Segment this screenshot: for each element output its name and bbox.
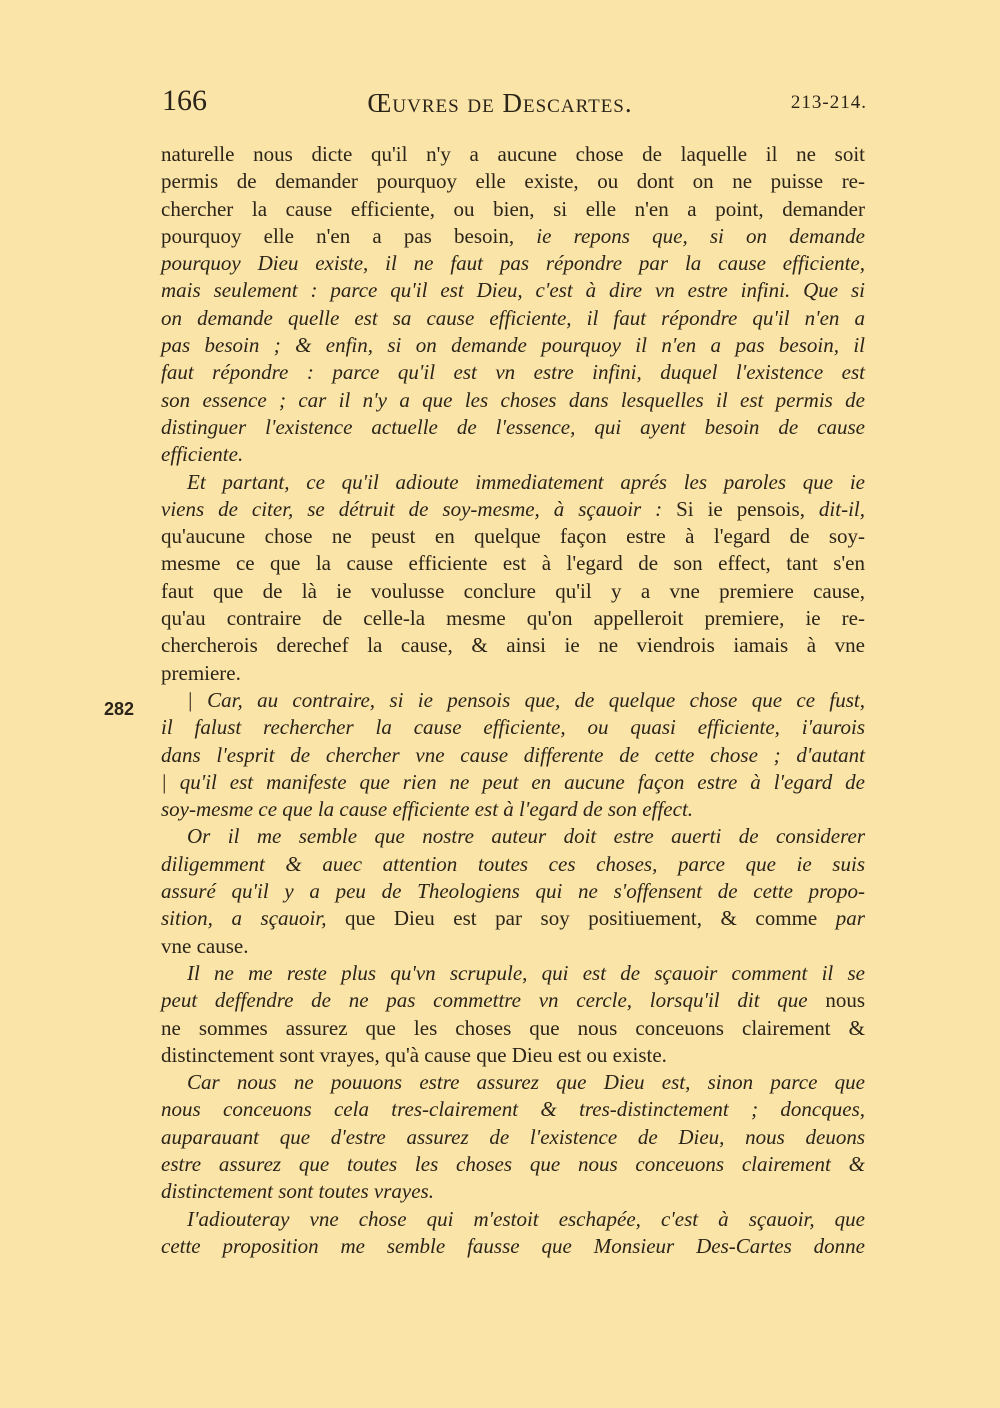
text-line <box>161 223 865 250</box>
margin-page-number: 282 <box>104 699 135 719</box>
text-line <box>161 523 865 550</box>
text-line <box>161 196 865 223</box>
text-line <box>161 250 865 277</box>
text-line <box>161 878 865 905</box>
text-line <box>161 550 865 577</box>
roman-text: qu'au contraire de celle-la mesme qu'on appelleroit premiere, ie re- <box>161 606 865 631</box>
italic-text: peut deffendre de ne pas commettre vn cercle, lorsqu'il dit que <box>161 988 826 1013</box>
text-line <box>161 769 865 796</box>
italic-text: I'adiouteray vne chose qui m'estoit eschapée, c'est à sçauoir, que <box>187 1206 865 1231</box>
text-line <box>161 168 865 195</box>
text-line <box>161 1042 865 1069</box>
text-line <box>161 960 865 987</box>
italic-text: dit-il, <box>818 496 866 521</box>
running-title: Œuvres de Descartes. <box>367 88 633 118</box>
text-line <box>161 141 865 168</box>
italic-text: par <box>835 906 865 931</box>
text-line <box>161 1151 865 1178</box>
text-line <box>161 469 865 496</box>
italic-text: soy-mesme ce que la cause efficiente est à l'egard de son effect. <box>161 797 694 822</box>
text-line <box>161 714 865 741</box>
roman-text: ne sommes assurez que les choses que nous conceuons clairement & <box>161 1015 865 1040</box>
italic-text: nous conceuons cela tres-clairement & tres-distinctement ; doncques, <box>161 1097 865 1122</box>
text-line <box>161 277 865 304</box>
roman-text: chercherois derechef la cause, & ainsi ie ne viendrois iamais à vne <box>161 633 865 658</box>
text-line <box>161 1096 865 1123</box>
text-line <box>161 905 865 932</box>
italic-text: diligemment & auec attention toutes ces choses, parce que ie suis <box>161 851 865 876</box>
italic-text: auparauant que d'estre assurez de l'existence de Dieu, nous deuons <box>161 1124 865 1149</box>
text-line <box>161 1206 865 1233</box>
italic-text: pourquoy Dieu existe, il ne faut pas répondre par la cause efficiente, <box>161 251 865 276</box>
text-line <box>161 605 865 632</box>
italic-text: viens de citer, se détruit de soy-mesme, à sçauoir : <box>161 496 677 521</box>
italic-text: pas besoin ; & enfin, si on demande pourquoy il n'en a pas besoin, il <box>161 333 865 358</box>
italic-text: son essence ; car il n'y a que les choses dans lesquelles il est permis de <box>161 387 865 412</box>
italic-text: | Car, au contraire, si ie pensois que, de quelque chose que ce fust, <box>187 687 865 712</box>
running-header <box>0 84 1000 124</box>
text-line <box>161 496 865 523</box>
text-line <box>161 1178 865 1205</box>
italic-text: cette proposition me semble fausse que Monsieur Des-Cartes donne <box>161 1233 865 1258</box>
text-line <box>161 414 865 441</box>
page-number: 166 <box>162 84 207 117</box>
page-reference: 213-214. <box>790 92 867 113</box>
text-line <box>161 1069 865 1096</box>
italic-text: assuré qu'il y a peu de Theologiens qui ne s'offensent de cette propo- <box>161 879 865 904</box>
roman-text: premiere. <box>161 660 241 685</box>
text-line <box>161 387 865 414</box>
italic-text: dans l'esprit de chercher vne cause differente de cette chose ; d'autant <box>161 742 865 767</box>
roman-text: distinctement sont vrayes, qu'à cause que Dieu est ou existe. <box>161 1042 667 1067</box>
italic-text: sition, a sçauoir, <box>161 906 346 931</box>
text-line <box>161 1015 865 1042</box>
italic-text: Il ne me reste plus qu'vn scrupule, qui est de sçauoir comment il se <box>187 960 865 985</box>
text-line <box>161 1124 865 1151</box>
italic-text: | qu'il est manifeste que rien ne peut en aucune façon estre à l'egard de <box>161 769 865 794</box>
text-line <box>161 660 865 687</box>
italic-text: faut répondre : parce qu'il est vn estre infini, duquel l'existence est <box>161 360 865 385</box>
italic-text: distinguer l'existence actuelle de l'essence, qui ayent besoin de cause <box>161 414 865 439</box>
text-line <box>161 441 865 468</box>
roman-text: vne cause. <box>161 933 249 958</box>
italic-text: Et partant, ce qu'il adioute immediatement aprés les paroles que ie <box>187 469 865 494</box>
text-line <box>161 359 865 386</box>
roman-text: mesme ce que la cause efficiente est à l'egard de son effect, tant s'en <box>161 551 865 576</box>
roman-text: pourquoy elle n'en a pas besoin, <box>161 223 537 248</box>
text-line <box>161 332 865 359</box>
roman-text: que Dieu est par soy positiuement, & comme <box>345 906 836 931</box>
text-line <box>161 796 865 823</box>
text-line <box>161 687 865 714</box>
italic-text: il falust rechercher la cause efficiente, ou quasi efficiente, i'aurois <box>161 715 865 740</box>
text-line <box>161 742 865 769</box>
italic-text: estre assurez que toutes les choses que nous conceuons clairement & <box>161 1151 865 1176</box>
roman-text: naturelle nous dicte qu'il n'y a aucune chose de laquelle il ne soit <box>161 142 865 166</box>
roman-text: faut que de là ie voulusse conclure qu'il y a vne premiere cause, <box>161 578 865 603</box>
italic-text: ie repons que, si on demande <box>536 223 865 248</box>
text-line <box>161 578 865 605</box>
text-line <box>161 632 865 659</box>
text-line <box>161 987 865 1014</box>
text-line <box>161 823 865 850</box>
text-body <box>161 141 865 1260</box>
roman-text: nous <box>825 988 865 1013</box>
roman-text: Si ie pensois, <box>676 496 819 521</box>
text-line <box>161 851 865 878</box>
roman-text: qu'aucune chose ne peust en quelque façon estre à l'egard de soy- <box>161 524 865 549</box>
italic-text: mais seulement : parce qu'il est Dieu, c'est à dire vn estre infini. Que si <box>161 278 865 303</box>
italic-text: distinctement sont toutes vrayes. <box>161 1179 434 1204</box>
text-line <box>161 1233 865 1260</box>
italic-text: Car nous ne pouuons estre assurez que Dieu est, sinon parce que <box>187 1070 865 1095</box>
italic-text: on demande quelle est sa cause efficiente, il faut répondre qu'il n'en a <box>161 305 865 330</box>
text-line <box>161 305 865 332</box>
italic-text: efficiente. <box>161 442 244 467</box>
roman-text: permis de demander pourquoy elle existe, ou dont on ne puisse re- <box>161 169 865 194</box>
text-line <box>161 933 865 960</box>
roman-text: chercher la cause efficiente, ou bien, si elle n'en a point, demander <box>161 196 865 221</box>
italic-text: Or il me semble que nostre auteur doit estre auerti de considerer <box>187 824 865 849</box>
